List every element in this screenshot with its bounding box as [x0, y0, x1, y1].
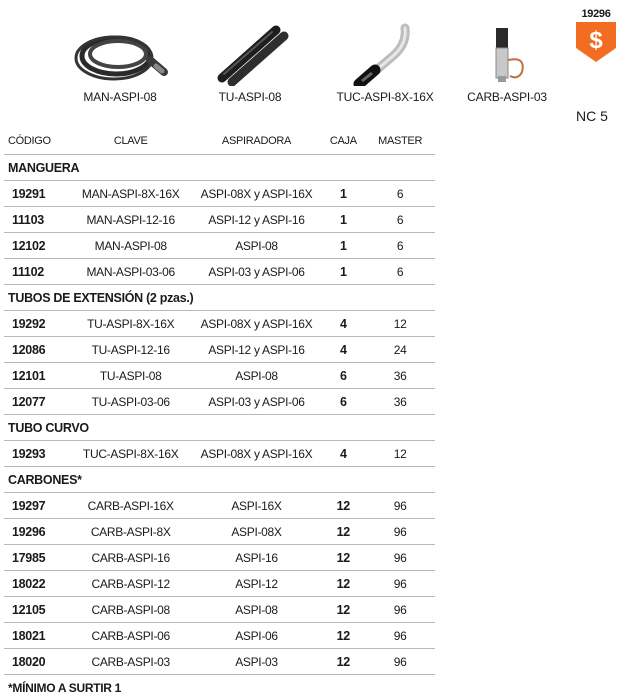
svg-text:$: $ [589, 27, 603, 54]
cell-caja: 12 [321, 519, 365, 545]
product-code: TUC-ASPI-8X-16X [335, 90, 435, 104]
cell-caja: 12 [321, 493, 365, 519]
product-code: MAN-ASPI-08 [70, 90, 170, 104]
cell-clave: CARB-ASPI-12 [70, 571, 192, 597]
cell-aspiradora: ASPI-03 [192, 649, 322, 675]
cell-caja: 4 [321, 441, 365, 467]
cell-caja: 1 [321, 233, 365, 259]
cell-caja: 1 [321, 207, 365, 233]
carbon-brush-icon [472, 20, 542, 86]
cell-clave: MAN-ASPI-03-06 [70, 259, 192, 285]
table-row [4, 207, 435, 233]
cell-codigo: 19293 [4, 441, 70, 467]
cell-clave: TU-ASPI-03-06 [70, 389, 192, 415]
cell-clave: TUC-ASPI-8X-16X [70, 441, 192, 467]
cell-caja: 1 [321, 259, 365, 285]
product-code: CARB-ASPI-03 [462, 90, 552, 104]
table-row [4, 181, 435, 207]
table-row [4, 363, 435, 389]
cell-aspiradora: ASPI-08 [192, 233, 322, 259]
product-carbon-brush [462, 20, 552, 104]
badge-number: 19296 [570, 8, 622, 20]
product-images [0, 0, 625, 125]
header-aspiradora: ASPIRADORA [192, 128, 322, 155]
cell-aspiradora: ASPI-08 [192, 597, 322, 623]
cell-master: 96 [365, 571, 435, 597]
product-hose [70, 20, 170, 104]
section-row [4, 285, 435, 311]
cell-aspiradora: ASPI-03 y ASPI-06 [192, 259, 322, 285]
cell-caja: 12 [321, 623, 365, 649]
footnote-row [4, 675, 435, 700]
cell-clave: CARB-ASPI-06 [70, 623, 192, 649]
header-clave: CLAVE [70, 128, 192, 155]
cell-master: 96 [365, 597, 435, 623]
table-row [4, 311, 435, 337]
cell-caja: 12 [321, 545, 365, 571]
product-code: TU-ASPI-08 [205, 90, 295, 104]
cell-master: 6 [365, 259, 435, 285]
price-tag-icon [572, 20, 620, 64]
price-badge [570, 8, 622, 69]
cell-aspiradora: ASPI-12 [192, 571, 322, 597]
cell-aspiradora: ASPI-12 y ASPI-16 [192, 207, 322, 233]
cell-aspiradora: ASPI-16X [192, 493, 322, 519]
cell-codigo: 12105 [4, 597, 70, 623]
table-row [4, 519, 435, 545]
cell-caja: 4 [321, 311, 365, 337]
table-row [4, 493, 435, 519]
cell-aspiradora: ASPI-16 [192, 545, 322, 571]
cell-aspiradora: ASPI-08X y ASPI-16X [192, 311, 322, 337]
product-extension-tubes [205, 20, 295, 104]
cell-codigo: 19297 [4, 493, 70, 519]
catalog-table [4, 128, 435, 700]
cell-codigo: 19292 [4, 311, 70, 337]
cell-caja: 6 [321, 363, 365, 389]
table-row [4, 623, 435, 649]
cell-codigo: 11102 [4, 259, 70, 285]
cell-clave: MAN-ASPI-8X-16X [70, 181, 192, 207]
cell-clave: CARB-ASPI-03 [70, 649, 192, 675]
section-title: TUBO CURVO [4, 415, 435, 441]
cell-clave: CARB-ASPI-08 [70, 597, 192, 623]
header-master: MASTER [365, 128, 435, 155]
cell-codigo: 12077 [4, 389, 70, 415]
cell-clave: MAN-ASPI-08 [70, 233, 192, 259]
cell-clave: TU-ASPI-8X-16X [70, 311, 192, 337]
cell-codigo: 11103 [4, 207, 70, 233]
cell-master: 12 [365, 441, 435, 467]
cell-master: 36 [365, 363, 435, 389]
cell-codigo: 19296 [4, 519, 70, 545]
cell-master: 96 [365, 519, 435, 545]
cell-codigo: 18022 [4, 571, 70, 597]
cell-master: 6 [365, 207, 435, 233]
cell-master: 6 [365, 233, 435, 259]
cell-caja: 6 [321, 389, 365, 415]
cell-master: 36 [365, 389, 435, 415]
cell-master: 96 [365, 493, 435, 519]
header-codigo: CÓDIGO [4, 128, 70, 155]
cell-aspiradora: ASPI-03 y ASPI-06 [192, 389, 322, 415]
cell-caja: 4 [321, 337, 365, 363]
cell-aspiradora: ASPI-08X y ASPI-16X [192, 441, 322, 467]
cell-clave: TU-ASPI-12-16 [70, 337, 192, 363]
table-row [4, 597, 435, 623]
cell-master: 96 [365, 649, 435, 675]
cell-aspiradora: ASPI-12 y ASPI-16 [192, 337, 322, 363]
header-caja: CAJA [321, 128, 365, 155]
table-row [4, 649, 435, 675]
cell-clave: TU-ASPI-08 [70, 363, 192, 389]
table-row [4, 233, 435, 259]
section-row [4, 155, 435, 181]
section-title: TUBOS DE EXTENSIÓN (2 pzas.) [4, 285, 435, 311]
section-row [4, 415, 435, 441]
cell-aspiradora: ASPI-08 [192, 363, 322, 389]
product-curved-tube [335, 20, 435, 104]
table-row [4, 545, 435, 571]
hose-icon [72, 20, 168, 86]
cell-caja: 12 [321, 597, 365, 623]
table-row [4, 389, 435, 415]
table-row [4, 259, 435, 285]
footnote: *MÍNIMO A SURTIR 1 [4, 675, 435, 700]
table-row [4, 571, 435, 597]
cell-master: 12 [365, 311, 435, 337]
cell-codigo: 12102 [4, 233, 70, 259]
table-row [4, 337, 435, 363]
cell-clave: CARB-ASPI-8X [70, 519, 192, 545]
cell-clave: CARB-ASPI-16 [70, 545, 192, 571]
cell-codigo: 12101 [4, 363, 70, 389]
section-title: MANGUERA [4, 155, 435, 181]
table-row [4, 441, 435, 467]
table-body [4, 155, 435, 700]
cell-clave: MAN-ASPI-12-16 [70, 207, 192, 233]
section-row [4, 467, 435, 493]
cell-aspiradora: ASPI-06 [192, 623, 322, 649]
cell-codigo: 17985 [4, 545, 70, 571]
cell-codigo: 12086 [4, 337, 70, 363]
cell-master: 6 [365, 181, 435, 207]
cell-clave: CARB-ASPI-16X [70, 493, 192, 519]
table-header [4, 128, 435, 155]
cell-caja: 1 [321, 181, 365, 207]
cell-caja: 12 [321, 571, 365, 597]
cell-aspiradora: ASPI-08X [192, 519, 322, 545]
curved-tube-icon [345, 20, 425, 86]
section-title: CARBONES* [4, 467, 435, 493]
cell-codigo: 18020 [4, 649, 70, 675]
cell-codigo: 19291 [4, 181, 70, 207]
cell-codigo: 18021 [4, 623, 70, 649]
cell-aspiradora: ASPI-08X y ASPI-16X [192, 181, 322, 207]
cell-master: 24 [365, 337, 435, 363]
extension-tubes-icon [210, 20, 290, 86]
nc-label: NC 5 [576, 108, 608, 124]
cell-master: 96 [365, 545, 435, 571]
cell-caja: 12 [321, 649, 365, 675]
cell-master: 96 [365, 623, 435, 649]
